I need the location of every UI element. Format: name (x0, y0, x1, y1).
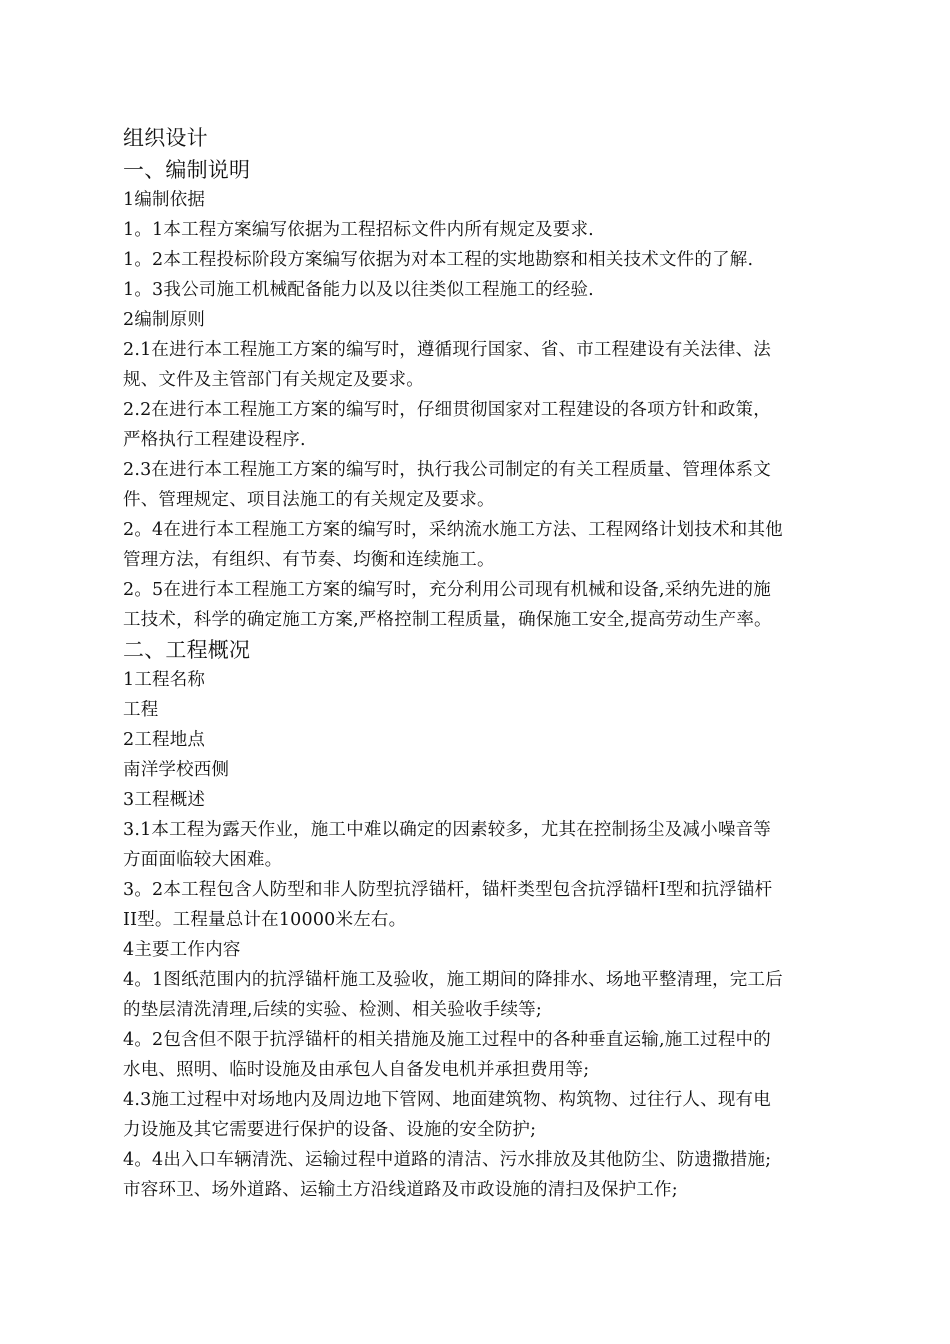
paragraph-line: II型。工程量总计在10000米左右。 (123, 910, 407, 930)
paragraph-line: 1。2本工程投标阶段方案编写依据为对本工程的实地勘察和相关技术文件的了解. (123, 250, 754, 270)
paragraph-line: 4.3施工过程中对场地内及周边地下管网、地面建筑物、构筑物、过往行人、现有电 (123, 1090, 771, 1110)
subheading: 1工程名称 (123, 670, 206, 690)
paragraph-line: 的垫层清洗清理,后续的实验、检测、相关验收手续等; (123, 1000, 542, 1020)
paragraph-line: 4。2包含但不限于抗浮锚杆的相关措施及施工过程中的各种垂直运输,施工过程中的 (123, 1030, 771, 1050)
paragraph-line: 4。4出入口车辆清洗、运输过程中道路的清洁、污水排放及其他防尘、防遗撒措施; (123, 1150, 772, 1170)
paragraph-line: 2.2在进行本工程施工方案的编写时，仔细贯彻国家对工程建设的各项方针和政策， (123, 400, 771, 420)
subheading: 2编制原则 (123, 310, 206, 330)
paragraph-line: 2。5在进行本工程施工方案的编写时，充分利用公司现有机械和设备,采纳先进的施 (123, 580, 771, 600)
paragraph-line: 2。4在进行本工程施工方案的编写时，采纳流水施工方法、工程网络计划技术和其他 (123, 520, 783, 540)
paragraph-line: 工程 (123, 700, 159, 720)
doc-title: 组织设计 (123, 126, 208, 150)
paragraph-line: 2.1在进行本工程施工方案的编写时，遵循现行国家、省、市工程建设有关法律、法 (123, 340, 771, 360)
paragraph-line: 规、文件及主管部门有关规定及要求。 (123, 370, 424, 390)
section-heading-2: 二、工程概况 (123, 638, 251, 662)
document-page (123, 122, 843, 1205)
paragraph-line: 2.3在进行本工程施工方案的编写时，执行我公司制定的有关工程质量、管理体系文 (123, 460, 771, 480)
subheading: 3工程概述 (123, 790, 206, 810)
paragraph-line: 3。2本工程包含人防型和非人防型抗浮锚杆，锚杆类型包含抗浮锚杆I型和抗浮锚杆 (123, 880, 773, 900)
paragraph-line: 力设施及其它需要进行保护的设备、设施的安全防护; (123, 1120, 537, 1140)
subheading: 4主要工作内容 (123, 940, 241, 960)
section-heading-1: 一、编制说明 (123, 158, 251, 182)
paragraph-line: 水电、照明、临时设施及由承包人自备发电机并承担费用等; (123, 1060, 590, 1080)
paragraph-line: 件、管理规定、项目法施工的有关规定及要求。 (123, 490, 495, 510)
subheading: 2工程地点 (123, 730, 206, 750)
paragraph-line: 方面面临较大困难。 (123, 850, 283, 870)
paragraph-line: 1。3我公司施工机械配备能力以及以往类似工程施工的经验. (123, 280, 594, 300)
paragraph-line: 1。1本工程方案编写依据为工程招标文件内所有规定及要求. (123, 220, 594, 240)
paragraph-line: 严格执行工程建设程序. (123, 430, 306, 450)
paragraph-line: 南洋学校西侧 (123, 760, 230, 780)
paragraph-line: 4。1图纸范围内的抗浮锚杆施工及验收，施工期间的降排水、场地平整清理，完工后 (123, 970, 783, 990)
paragraph-line: 市容环卫、场外道路、运输土方沿线道路及市政设施的清扫及保护工作; (123, 1180, 678, 1200)
paragraph-line: 管理方法，有组织、有节奏、均衡和连续施工。 (123, 550, 495, 570)
paragraph-line: 工技术，科学的确定施工方案,严格控制工程质量，确保施工安全,提高劳动生产率。 (123, 610, 772, 630)
paragraph-line: 3.1本工程为露天作业，施工中难以确定的因素较多，尤其在控制扬尘及减小噪音等 (123, 820, 771, 840)
subheading: 1编制依据 (123, 190, 206, 210)
